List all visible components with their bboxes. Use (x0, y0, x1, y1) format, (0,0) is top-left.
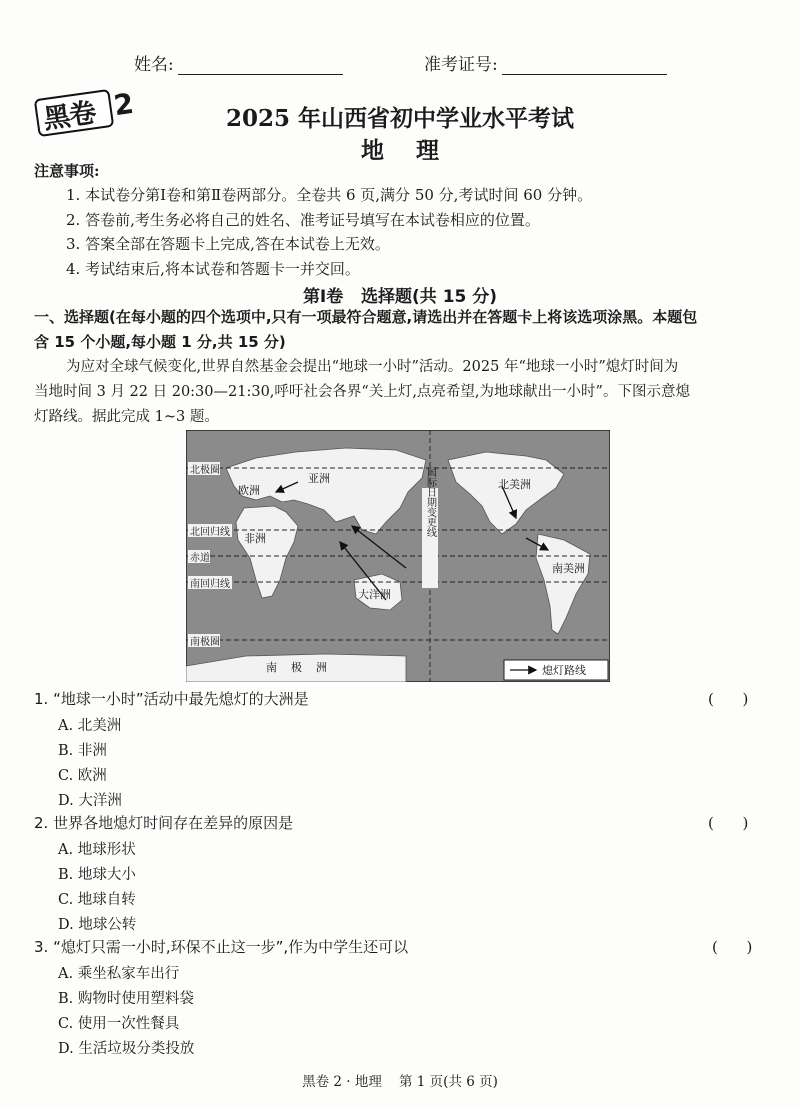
badge-text: 黑卷 (41, 97, 98, 136)
continent-label-asia: 亚洲 (308, 472, 330, 485)
question-3-stem: 3. “熄灯只需一小时,环保不止这一步”,作为中学生还可以 (34, 938, 409, 956)
question-1-stem: 1. “地球一小时”活动中最先熄灯的大洲是 (34, 690, 309, 708)
question-3-option-a: A. 乘坐私家车出行 (58, 966, 180, 982)
continent-label-europe: 欧洲 (238, 484, 260, 497)
section-title: 第Ⅰ卷 选择题(共 15 分) (302, 287, 498, 307)
passage-line2: 当地时间 3 月 22 日 20:30—21:30,呼吁社会各界“关上灯,点亮希望,为地球献出一小时”。下图示意熄 (34, 384, 690, 400)
question-3-option-b: B. 购物时使用塑料袋 (58, 991, 194, 1007)
section-intro-line1: 一、选择题(在每小题的四个选项中,只有一项最符合题意,请选出并在答题卡上将该选项涂黑。本题包 (34, 308, 698, 326)
exam-id-label: 准考证号: (424, 55, 498, 75)
question-3-option-d: D. 生活垃圾分类投放 (58, 1041, 195, 1057)
passage-line1: 为应对全球气候变化,世界自然基金会提出“地球一小时”活动。2025 年“地球一小时”熄灯时间为 (66, 359, 679, 375)
question-1-option-a: A. 北美洲 (58, 718, 122, 734)
question-1-option-c: C. 欧洲 (58, 768, 107, 784)
question-3-answer-blank: ( ) (712, 938, 753, 956)
question-3-option-c: C. 使用一次性餐具 (58, 1016, 180, 1032)
notice-item: 4. 考试结束后,将本试卷和答题卡一并交回。 (66, 260, 360, 278)
notice-item: 3. 答案全部在答题卡上完成,答在本试卷上无效。 (66, 235, 390, 253)
map-label-antarctic-circle: 南极圈 (190, 637, 220, 648)
question-2-option-a: A. 地球形状 (58, 842, 136, 858)
map-label-tropic-of-cancer: 北回归线 (190, 527, 230, 538)
name-blank (178, 58, 343, 75)
question-1-option-b: B. 非洲 (58, 743, 107, 759)
question-2-option-b: B. 地球大小 (58, 867, 136, 883)
continent-label-africa: 非洲 (244, 532, 266, 545)
question-2-stem: 2. 世界各地熄灯时间存在差异的原因是 (34, 814, 294, 832)
dateline-label: 国际日期变更线 (424, 467, 436, 537)
question-2-option-c: C. 地球自转 (58, 892, 136, 908)
continent-label-north-america: 北美洲 (498, 478, 531, 491)
question-2-answer-blank: ( ) (708, 814, 749, 832)
notice-item: 1. 本试卷分第Ⅰ卷和第Ⅱ卷两部分。全卷共 6 页,满分 50 分,考试时间 60 分钟。 (66, 186, 593, 204)
question-1-answer-blank: ( ) (708, 690, 749, 708)
continent-label-oceania: 大洋洲 (358, 588, 391, 601)
map-label-equator: 赤道 (190, 553, 210, 564)
exam-title: 2025 年山西省初中学业水平考试 (225, 105, 575, 132)
legend-label: 熄灯路线 (542, 664, 586, 677)
name-label: 姓名: (134, 55, 174, 75)
subject-title: 地 理 (360, 137, 440, 164)
notice-heading: 注意事项: (34, 162, 100, 180)
continent-label-south-america: 南美洲 (552, 562, 585, 575)
question-1-option-d: D. 大洋洲 (58, 793, 122, 809)
continent-label-antarctica: 南极洲 (266, 661, 341, 674)
map-label-tropic-of-capricorn: 南回归线 (190, 579, 230, 590)
passage-line3: 灯路线。据此完成 1~3 题。 (34, 409, 219, 425)
world-map-figure (186, 430, 610, 682)
question-2-option-d: D. 地球公转 (58, 917, 137, 933)
exam-id-blank (502, 58, 667, 75)
page-footer: 黑卷 2 · 地理 第 1 页(共 6 页) (302, 1074, 498, 1090)
exam-id-field (424, 50, 667, 75)
badge-number: 2 (111, 86, 136, 123)
map-label-arctic-circle: 北极圈 (190, 465, 220, 476)
notice-item: 2. 答卷前,考生务必将自己的姓名、准考证号填写在本试卷相应的位置。 (66, 211, 540, 229)
name-field (134, 50, 343, 75)
section-intro-line2: 含 15 个小题,每小题 1 分,共 15 分) (34, 333, 286, 351)
